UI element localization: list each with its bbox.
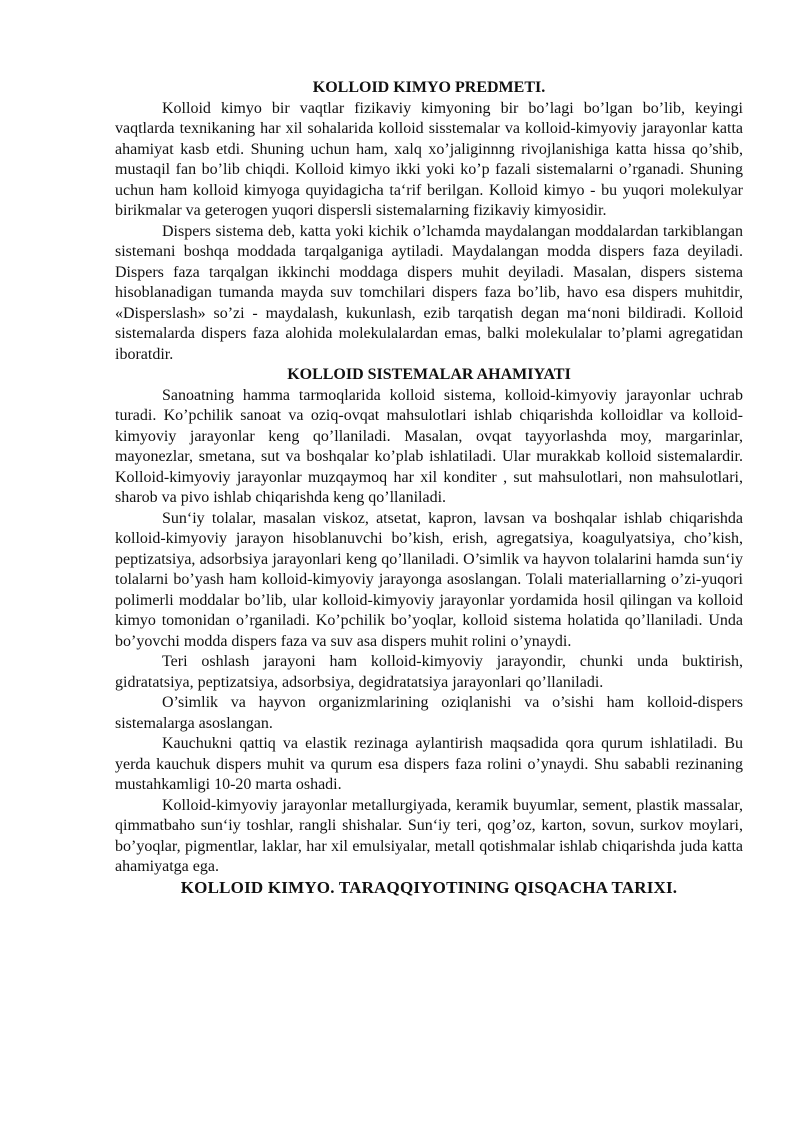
paragraph-metallurgiya: Kolloid-kimyoviy jarayonlar metallurgiyada, keramik buyumlar, sement, plastik massalar, qimmatbaho sun‘iy toshlar, rangli shishalar. Sun‘iy teri, qog’oz, karton, sovun, surkov moylari, bo’yoqlar, pigmentlar, laklar, har xil emulsiyalar, metall qotishmalar ishlab chiqarishda juda katta ahamiyatga ega. [115, 796, 743, 875]
paragraph-suniy-tolalar: Sun‘iy tolalar, masalan viskoz, atsetat, kapron, lavsan va boshqalar ishlab chiqarishda kolloid-kimyoviy jarayon hisoblanuvchi bo’kish, erish, agregatsiya, koagulyatsiya, cho’kish, peptizatsiya, adsorbsiya jarayonlari keng qo’llaniladi. O’simlik va hayvon tolalarini hamda sun‘iy tolalarni bo’yash ham kolloid-kimyoviy jarayonga asoslangan. Tolali materiallarning o’zi-yuqori polimerli moddalar bo’lib, ular kolloid-kimyoviy jarayonlar yordamida hosil qilingan va kolloid kimyo tomonidan o’rganiladi. Ko’pchilik bo’yoqlar, kolloid sistema holatida qo’llaniladi. Unda bo’yovchi modda dispers faza va suv asa dispers muhit rolini o’ynaydi. [115, 509, 743, 650]
paragraph-sanoat: Sanoatning hamma tarmoqlarida kolloid sistema, kolloid-kimyoviy jarayonlar uchrab turadi. Ko’pchilik sanoat va oziq-ovqat mahsulotlari ishlab chiqarishda kolloidlar va kolloid-kimyoviy jarayonlar keng qo’llaniladi. Masalan, ovqat tayyorlashda moy, margarinlar, mayonezlar, smetana, sut va boshqalar ko’plab ishlatiladi. Ular murakkab kolloid sistemalardir. Kolloid-kimyoviy jarayonlar muzqaymoq har xil konditer , sut mahsulotlari, non mahsulotlari, sharob va pivo ishlab chiqarishda keng qo’llaniladi. [115, 386, 743, 506]
paragraph-osimlik-hayvon: O’simlik va hayvon organizmlarining oziqlanishi va o’sishi ham kolloid-dispers sistemalarga asoslangan. [115, 694, 743, 732]
document-page [115, 78, 743, 898]
heading-kolloid-kimyo-predmeti: KOLLOID KIMYO PREDMETI. [312, 79, 546, 96]
paragraph-dispers-sistema: Dispers sistema deb, katta yoki kichik o’lchamda maydalangan moddalardan tarkiblangan sistemani boshqa moddada tarqalganiga aytiladi. Maydalangan modda dispers faza deyiladi. Dispers faza tarqalgan ikkinchi moddaga dispers muhit deyiladi. Masalan, dispers sistema hisoblanadigan tumanda mayda suv tomchilari dispers faza bo’lib, havo esa dispers muhitdir, «Disperslash» so’zi - maydalash, kukunlash, ezib tarqatish degan ma‘noni bildiradi. Kolloid sistemalarda dispers faza alohida molekulalardan emas, balki molekulalar to’plami agregatidan iboratdir. [115, 222, 743, 363]
paragraph-teri-oshlash: Teri oshlash jarayoni ham kolloid-kimyoviy jarayondir, chunki unda buktirish, gidratatsiya, peptizatsiya, adsorbsiya, degidratatsiya jarayonlari qo’llaniladi. [115, 653, 743, 691]
paragraph-kauchuk: Kauchukni qattiq va elastik rezinaga aylantirish maqsadida qora qurum ishlatiladi. Bu yerda kauchuk dispers muhit va qurum esa dispers faza rolini o’ynaydi. Shu sababli rezinaning mustahkamligi 10-20 marta oshadi. [115, 735, 743, 793]
heading-taraqqiyot-tarixi: KOLLOID KIMYO. TARAQQIYOTINING QISQACHA TARIXI. [180, 877, 678, 897]
paragraph-definition: Kolloid kimyo bir vaqtlar fizikaviy kimyoning bir bo’lagi bo’lgan bo’lib, keyingi vaqtlarda texnikaning har xil sohalarida kolloid sisstemalar va kolloid-kimyoviy jarayonlar katta ahamiyat kasb etdi. Shuning uchun ham, xalq xo’jaliginnng rivojlanishiga katta hissa qo’shib, mustaqil fan bo’lib chiqdi. Kolloid kimyo ikki yoki ko’p fazali sistemalarni o’rganadi. Shuning uchun ham kolloid kimyoga quyidagicha ta‘rif berilgan. Kolloid kimyo - bu yuqori molekulyar birikmalar va geterogen yuqori dispersli sistemalarning fizikaviy kimyosidir. [115, 99, 743, 219]
heading-kolloid-sistemalar-ahamiyati: KOLLOID SISTEMALAR AHAMIYATI [287, 366, 571, 383]
